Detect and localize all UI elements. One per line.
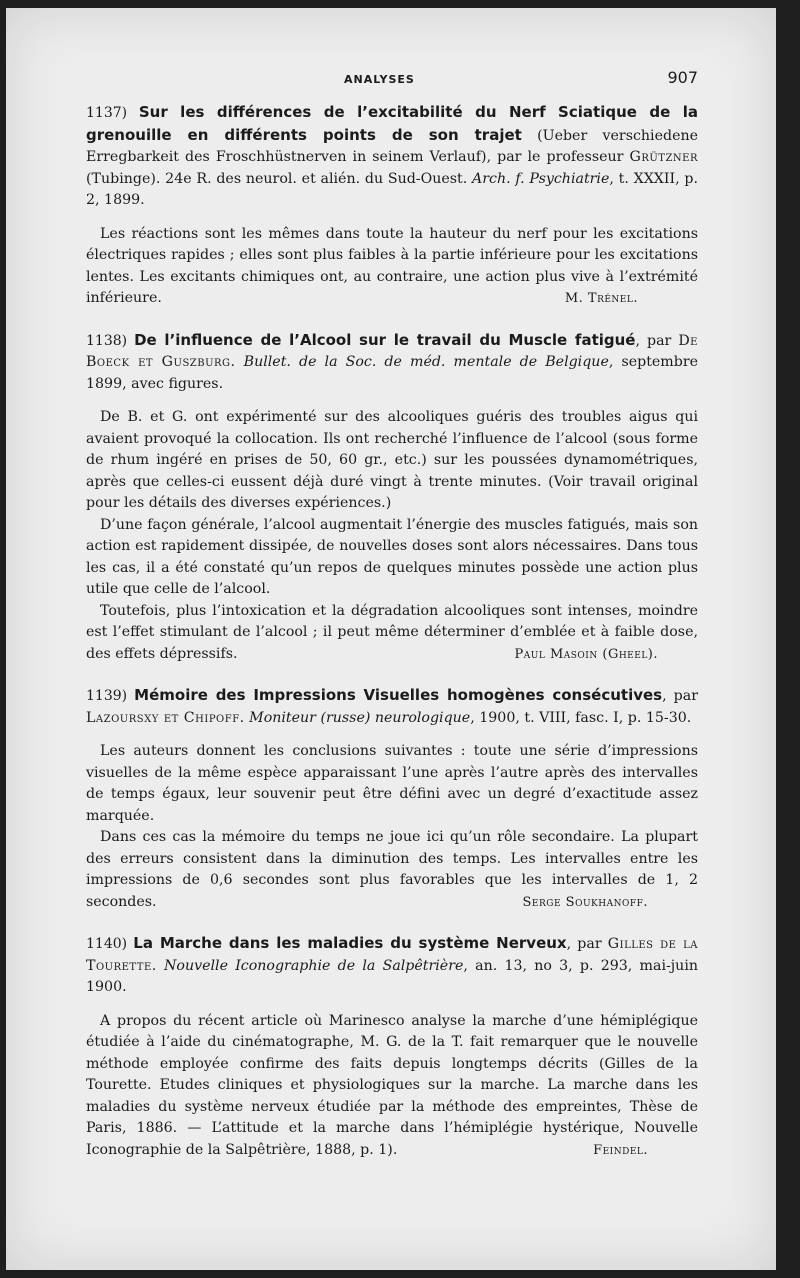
entry-paragraph [86, 1011, 698, 1162]
entry-source [236, 354, 244, 370]
entry-body [86, 224, 698, 310]
entry-journal: Nouvelle Iconographie de la Salpêtrière [164, 957, 464, 974]
paragraph-text: A propos du récent article où Marinesco analyse la marche d’une hémiplégique étudiée à l’aide du cinématographe, M. G. de la T. fait remarquer que le nouvelle méthode employée confirme des faits depuis longtemps décrits (Gilles de la Tourette. Etudes cliniques et physiologiques sur la marche. La marche dans les maladies du système nerveux étudiée par la méthode des empreintes, Thèse de Paris, 1886. — L’attitude et la marche dans l’hémiplégie hystérique, Nouvelle Iconographie de la Salpêtrière, 1888, p. 1). [86, 1012, 698, 1158]
paragraph-text: Les réactions sont les mêmes dans toute la hauteur du nerf pour les excitations électriques rapides ; elles sont plus faibles à la partie inférieure pour les excitations lentes. Les excitants chimiques ont, au contraire, une action plus vive à l’extrémité inférieure. [86, 225, 698, 306]
entry-signature: M. Trénel. [564, 291, 638, 306]
entry-paragraph: Les auteurs donnent les conclusions suivantes : toute une série d’impressions visuelles de la même espèce apparaissant l’une après l’autre après des intervalles de temps égaux, leur souvenir peut être défini avec un degré d’exactitude assez marquée. [86, 743, 698, 824]
entry-number: 1138) [86, 332, 128, 349]
entry-1139 [86, 685, 698, 913]
entry-number: 1139) [86, 688, 128, 704]
entry-paragraph [86, 827, 698, 913]
entry-title: De l’influence de l’Alcool sur le travail du Muscle fatigué [134, 330, 636, 349]
entry-author: De Boeck et Guszburg. [86, 332, 698, 370]
page-content [86, 68, 698, 1181]
entry-source-end: , 1900, t. VIII, fasc. I, p. 15-30. [470, 709, 692, 726]
entry-signature: Feindel. [593, 1142, 648, 1158]
entry-author: Gilles de la Tourette. [86, 936, 699, 974]
entry-head-text: , par [662, 688, 698, 704]
entry-body [86, 407, 698, 665]
entry-body [86, 741, 698, 913]
entry-journal: Arch. f. Psychiatrie [472, 170, 610, 187]
entry-source-end: , an. 13, no 3, p. 293, mai-juin 1900. [86, 957, 698, 995]
entry-number: 1140) [86, 936, 128, 952]
entry-heading [86, 330, 698, 396]
entry-source-end: , t. XXXII, p. 2, 1899. [86, 170, 698, 208]
page-number: 907 [667, 68, 698, 87]
entry-journal: Moniteur (russe) neurologique [249, 709, 471, 726]
entry-title: La Marche dans les maladies du système Nerveux [133, 934, 567, 952]
entry-title: Mémoire des Impressions Visuelles homogènes consécutives [134, 686, 663, 704]
entry-source: (Tubinge). 24e R. des neurol. et alién. du Sud-Ouest. [86, 170, 472, 187]
entry-paragraph [86, 224, 698, 310]
entry-heading [86, 933, 698, 999]
entry-1138 [86, 330, 698, 666]
entry-paragraph: D’une façon générale, l’alcool augmentait l’énergie des muscles fatigués, mais son action est rapidement dissipée, de nouvelles doses sont alors nécessaires. Dans tous les cas, il a été constaté qu’un repos de quelques minutes possède une action plus utile que celle de l’alcool. [86, 516, 698, 597]
running-head [86, 68, 698, 102]
entry-1140 [86, 933, 698, 1161]
entry-author: Grützner [629, 149, 698, 165]
entry-head-text: (Ueber verschiedene Erregbarkeit des Froschhüstnerven in seinem Verlauf), par le professeur [86, 127, 698, 165]
entry-signature: Serge Soukhanoff. [522, 894, 648, 910]
entry-source-end: , septembre 1899, avec figures. [86, 354, 699, 392]
entry-signature: Paul Masoin (Gheel). [514, 646, 658, 662]
entry-paragraph: De B. et G. ont expérimenté sur des alcooliques guéris des troubles aigus qui avaient provoqué la collocation. Ils ont recherché l’influence de l’alcool (sous forme de rhum ingéré en prises de 50, 60 gr., etc.) sur les poussées dynamométriques, après que celles-ci eussent déjà duré vingt à trente minutes. (Voir travail original pour les détails des diverses expériences.) [86, 409, 698, 511]
entry-head-text: , par [566, 936, 608, 952]
entry-source [157, 958, 164, 974]
entry-paragraph [86, 601, 698, 666]
entry-journal: Bullet. de la Soc. de méd. mentale de Belgique [243, 354, 609, 370]
paragraph-text: Dans ces cas la mémoire du temps ne joue ici qu’un rôle secondaire. La plupart des erreurs consistent dans la diminution des temps. Les intervalles entre les impressions de 0,6 secondes sont plus favorables que les intervalles de 1, 2 secondes. [86, 829, 698, 910]
paragraph-text: Toutefois, plus l’intoxication et la dégradation alcooliques sont intenses, moindre est l’effet stimulant de l’alcool ; il peut même déterminer d’emblée et à faible dose, des effets dépressifs. [86, 602, 698, 662]
entry-title: Sur les différences de l’excitabilité du Nerf Sciatique de la grenouille en différents points de son trajet [86, 103, 698, 144]
entry-number: 1137) [86, 105, 128, 121]
entry-author: Lazoursxy et Chipoff. [86, 709, 245, 726]
page [6, 8, 776, 1270]
section-title: ANALYSES [344, 73, 415, 86]
entry-body [86, 1011, 698, 1162]
entry-1137 [86, 102, 698, 310]
entry-head-text: , par [635, 332, 679, 349]
entry-heading [86, 102, 698, 212]
entry-heading [86, 685, 698, 729]
